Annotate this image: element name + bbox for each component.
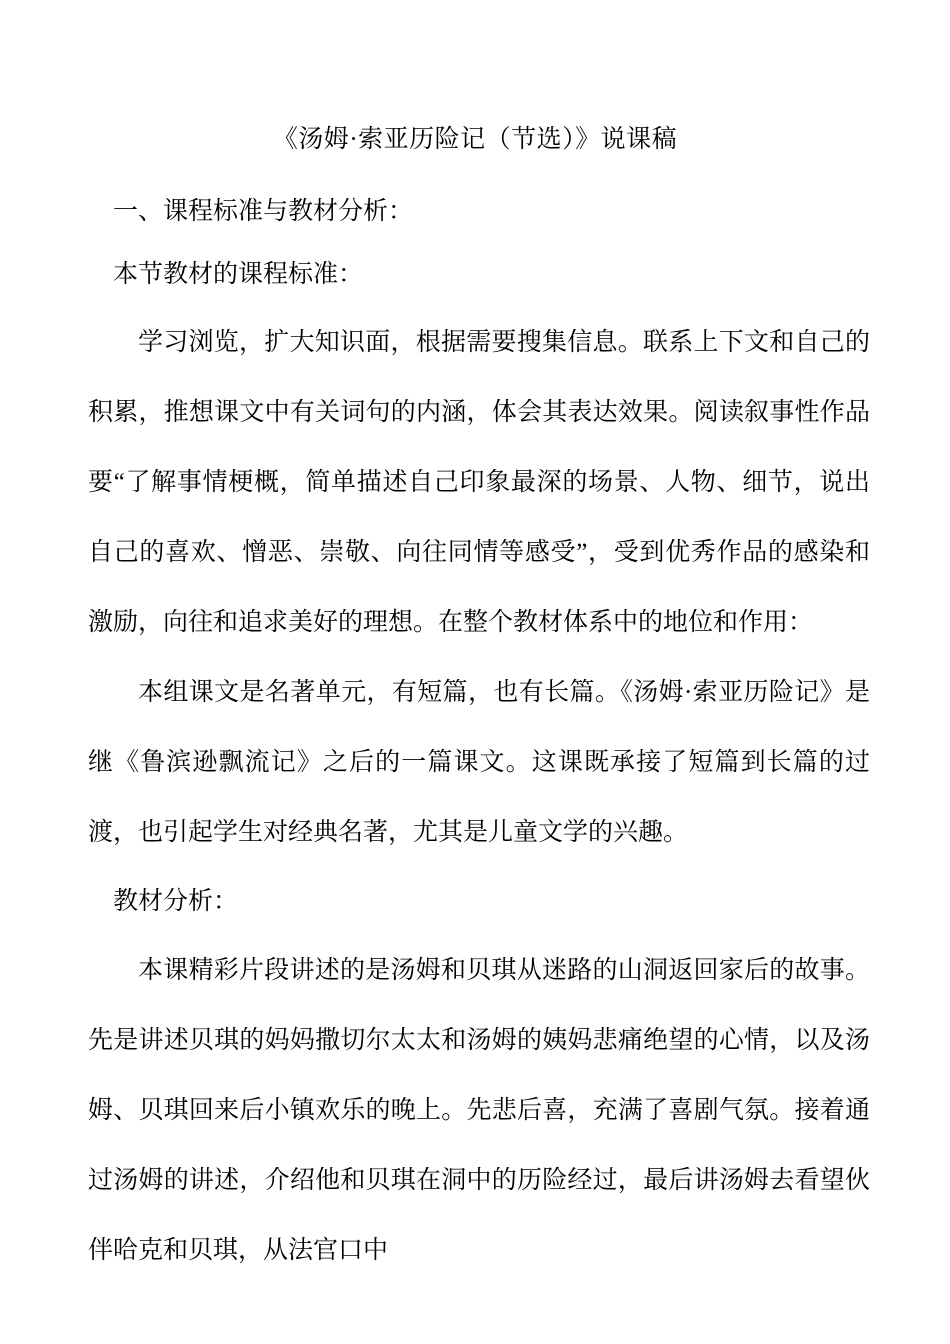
- document-body: [88, 182, 870, 1286]
- para-unit-position: 本组课文是名著单元，有短篇，也有长篇。《汤姆·索亚历险记》是继《鲁滨逊飘流记》之后的一篇课文。这课既承接了短篇到长篇的过渡，也引起学生对经典名著，尤其是儿童文学的兴趣。: [88, 679, 870, 846]
- sub-heading-standard: 本节教材的课程标准：: [113, 261, 364, 288]
- sub-heading-textbook-analysis: 教材分析：: [113, 888, 239, 915]
- para-standard-body: 学习浏览，扩大知识面，根据需要搜集信息。联系上下文和自己的积累，推想课文中有关词句的内涵，体会其表达效果。阅读叙事性作品要“了解事情梗概，简单描述自己印象最深的场景、人物、细节，说出自己的喜欢、憎恶、崇敬、向往同情等感受”，受到优秀作品的感染和激励，向往和追求美好的理想。在整个教材体系中的地位和作用：: [88, 329, 870, 636]
- para-textbook-analysis-body: 本课精彩片段讲述的是汤姆和贝琪从迷路的山洞返回家后的故事。先是讲述贝琪的妈妈撒切尔太太和汤姆的姨妈悲痛绝望的心情，以及汤姆、贝琪回来后小镇欢乐的晚上。先悲后喜，充满了喜剧气氛。接着通过汤姆的讲述，介绍他和贝琪在洞中的历险经过，最后讲汤姆去看望伙伴哈克和贝琪，从法官口中: [88, 957, 870, 1264]
- section-heading-1: 一、课程标准与教材分析：: [113, 198, 414, 225]
- page-title: 《汤姆·索亚历险记（节选）》说课稿: [272, 126, 678, 153]
